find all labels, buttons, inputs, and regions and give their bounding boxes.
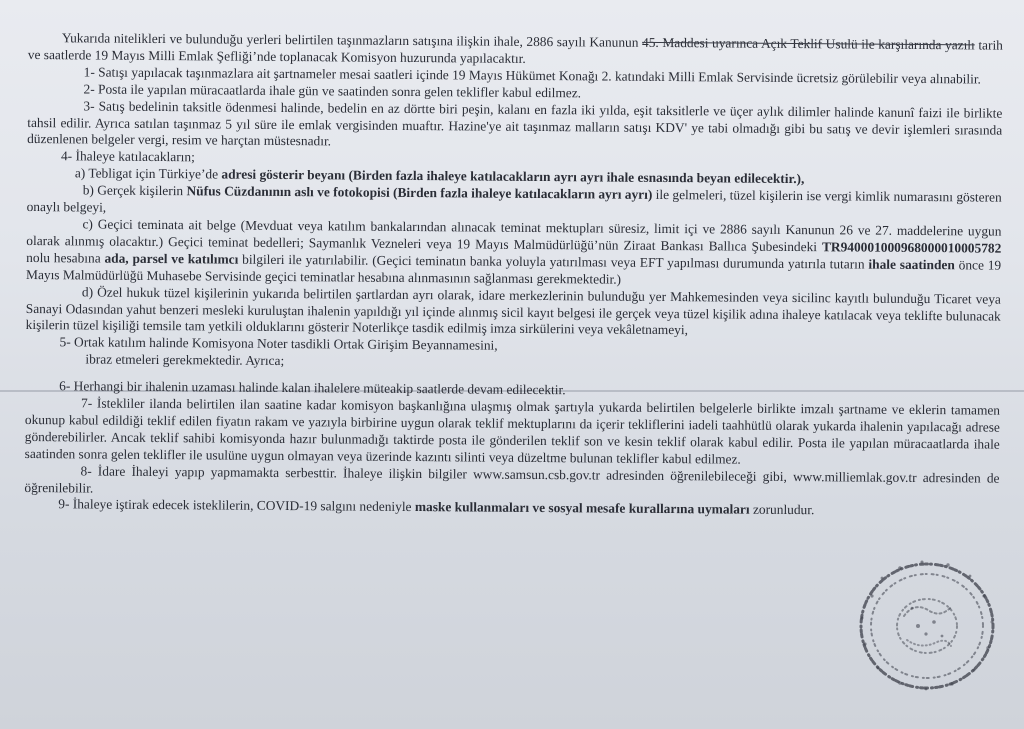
item-7: 7- İstekliler ilanda belirtilen ilan saatine kadar komisyon başkanlığına ulaşmış olmak şartıyla yukarda belirtilen belgelerle birlikte imzalı şartname ve eklerin tamamen okunup kabul edildiği teklif edilen fiyatın rakam ve yazıyla birbirine uygun olarak teklif mektuplarını da içerir tekliflerini iadeli taahhütlü olarak yukarda ihalenin yapılacağı adrese gönderebilirler. Ancak teklif sahibi komisyonda hazır bulunmadığı taktirde posta ile gönderilen teklif son ve kesin teklif olarak kabul edilir. Posta ile yapılan müracaatlarda ihale saatinden sonra gelen teklifler ile usulüne uygun olmayan veya üzerinde kazıntı silinti veya düzeltme bulunan teklifler kabul edilmez. [24,395,1001,467]
iban-number: TR940001000968000010005782 [821,239,1002,256]
item-4b: b) Gerçek kişilerin Nüfus Cüzdanının aslı ve fotokopisi (Birden fazla ihaleye katılacakların ayrı ayrı) ile gelmeleri, tüzel kişilerin ise vergi kimlik numarasını gösteren onaylı belgeyi, [26,182,1002,215]
item-4d: d) Özel hukuk tüzel kişilerinin yukarıda belirtilen şartlardan ayrı olarak, idare merkezlerinin bulunduğu yer Mahkemesinden veya sicilinc kayıtlı bulunduğu Ticaret veya Sanayi Odasından yahut benzeri mesleki kuruluştan ihalenin yapıldığı yıl içinde alınmış sicil kayıt belgesi ile gerçek veya tüzel kişilik adına ihaleye katılacak veya teklifte bulunacak kişilerin tüzel kişiliği temsile tam yetkili olduklarını gösterir Noterlikçe tasdik edilmiş imza sirkülerini veya vekâletnameyi, [25,284,1001,338]
intro-text-c: tarih ve saatlerde 19 Mayıs Milli Emlak Şefliği’nde toplanacak Komisyon huzurunda yapılacaktır. [27,37,1003,66]
ink-stamp-seal [852,556,1002,696]
item-4a: a) Tebligat için Türkiye’de adresi gösterir beyanı (Birden fazla ihaleye katılacakların ayrı ayrı ihale esnasında beyan edilecektir.), [74,165,805,187]
item-5-line2: ibraz etmeleri gerekmektedir. Ayrıca; [85,351,285,369]
item-4-title: 4- İhaleye katılacakların; [60,148,195,165]
item-5-line1: 5- Ortak katılım halinde Komisyona Noter tasdikli Ortak Girişim Beyannamesini, [59,334,498,354]
item-4c: c) Geçici teminata ait belge (Mevduat veya katılım bankalarından alınacak teminat mektupları süresiz, limit içi ve 2886 sayılı Kanunun 26 ve 27. maddelerine uygun olarak alınmış olacaktır.) Geçici teminat bedelleri; Saymanlık Vezneleri veya 19 Mayıs Malmüdürlüğü’nün Ziraat Bankası Ballıca Şubesindeki TR940001000968000010005782 nolu hesabına ada, parsel ve katılımcı bilgileri ile yatırılabilir. (Geçici teminatın banka yoluyla yatırılması veya EFT yapılması durumunda yatırıla tutarın ihale saatinden önce 19 Mayıs Malmüdürlüğü Muhasebe Servisinde geçici teminatlar hesabına alınmasının sağlanması gerekmektedir.) [26,216,1002,287]
announcement-text [24,30,1003,521]
item-2: 2- Posta ile yapılan müracaatlarda ihale gün ve saatinden sonra gelen teklifler kabul edilmez. [83,81,582,101]
item-8: 8- İdare İhaleyi yapıp yapmamakta serbesttir. İhaleye ilişkin bilgiler www.samsun.csb.gov.tr adresinden öğrenilebileceği gibi, www.milliemlak.gov.tr adresinden de öğrenilebilir. [24,463,1000,496]
intro-text-a: Yukarıda nitelikleri ve bulunduğu yerleri belirtilen taşınmazların satışına ilişkin ihale, 2886 sayılı Kanunun [61,30,643,50]
item-9: 9- İhaleye iştirak edecek isteklilerin, COVID-19 salgını nedeniyle maske kullanmaları ve sosyal mesafe kurallarına uymaları zorunludur. [58,496,815,518]
item-3: 3- Satış bedelinin taksitle ödenmesi halinde, bedelin en az dörtte biri peşin, kalanı en fazla iki yılda, eşit taksitlerle ve üçer aylık dilimler halinde kanunî faizi ile birlikte tahsil edilir. Ayrıca satılan taşınmaz 5 yıl süre ile emlak vergisinden muaftır. Hazine'ye ait taşınmaz malların satışı KDV' ye tabi olmadığı gibi bu satış ve devir işlemleri sırasında düzenlenen belgeler vergi, resim ve harçtan müstesnadır. [27,98,1003,149]
item-1: 1- Satışı yapılacak taşınmazlara ait şartnameler mesai saatleri içinde 19 Mayıs Hükümet Konağı 2. katındaki Milli Emlak Servisinde ücretsiz görülebilir veya alınabilir. [83,64,982,87]
item-6: 6- Herhangi bir ihalenin uzaması halinde kalan ihalelere müteakip saatlerde devam edilecektir. [59,378,566,398]
intro-text-struck: 45. Maddesi uyarınca Açık Teklif Usulü ile karşılarında yazılı [642,34,975,53]
